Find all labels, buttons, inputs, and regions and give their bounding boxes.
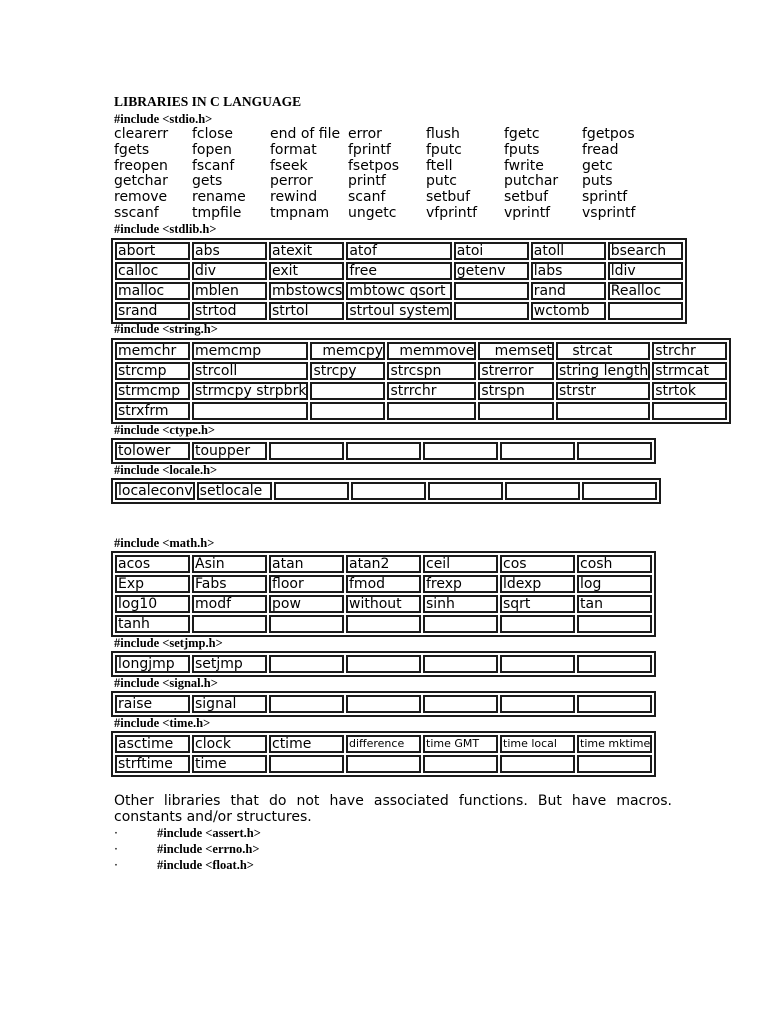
function-name: tmpfile	[192, 204, 242, 221]
function-cell: malloc	[115, 282, 190, 300]
table-row	[115, 575, 652, 593]
function-name: vsprintf	[582, 204, 636, 221]
function-cell	[269, 442, 344, 460]
function-name: vfprintf	[426, 204, 478, 221]
function-cell: strtol	[269, 302, 344, 320]
function-cell: wctomb	[531, 302, 606, 320]
function-cell: raise	[115, 695, 190, 713]
function-cell: mbtowc qsort	[346, 282, 451, 300]
function-cell: sqrt	[500, 595, 575, 613]
function-cell: ldexp	[500, 575, 575, 593]
function-cell: cos	[500, 555, 575, 573]
function-cell	[505, 482, 580, 500]
function-cell: fmod	[346, 575, 421, 593]
function-name: sscanf	[114, 204, 159, 221]
function-name: rewind	[270, 189, 318, 206]
section-header-string: #include <string.h>	[114, 322, 218, 336]
function-cell: time GMT	[423, 735, 498, 753]
function-cell	[423, 615, 498, 633]
bullet-mark: ·	[114, 857, 118, 872]
function-cell: difference	[346, 735, 421, 753]
function-cell: ldiv	[608, 262, 683, 280]
function-name: puts	[582, 173, 613, 190]
setjmp-function-table	[111, 651, 656, 677]
function-cell: localeconv	[115, 482, 195, 500]
function-cell: atoll	[531, 242, 606, 260]
function-cell	[310, 402, 385, 420]
table-row	[115, 735, 652, 753]
function-name: putc	[426, 173, 457, 190]
table-row	[115, 262, 683, 280]
function-name: flush	[426, 126, 460, 142]
function-name: fclose	[192, 126, 233, 142]
function-cell: strmcat	[652, 362, 727, 380]
bullet-item	[114, 825, 261, 841]
function-name: ungetc	[348, 204, 397, 221]
section-header-math: #include <math.h>	[114, 536, 215, 550]
table-row	[115, 282, 683, 300]
table-row	[115, 362, 727, 380]
table-row	[115, 555, 652, 573]
function-cell: atof	[346, 242, 451, 260]
function-name: fputc	[426, 141, 462, 158]
function-cell: strxfrm	[115, 402, 190, 420]
function-name: format	[270, 141, 317, 158]
function-cell: div	[192, 262, 267, 280]
function-name: fsetpos	[348, 157, 400, 174]
function-name: freopen	[114, 157, 168, 174]
function-cell	[428, 482, 503, 500]
function-cell: Realloc	[608, 282, 683, 300]
table-row	[115, 342, 727, 360]
table-row	[115, 615, 652, 633]
function-cell: Fabs	[192, 575, 267, 593]
function-cell: strerror	[478, 362, 554, 380]
function-name: scanf	[348, 189, 386, 206]
function-cell: atexit	[269, 242, 344, 260]
function-cell: floor	[269, 575, 344, 593]
table-row	[115, 755, 652, 773]
table-row	[115, 442, 652, 460]
stdio-function-list	[114, 127, 674, 222]
function-name: fprintf	[348, 141, 391, 158]
function-name: clearerr	[114, 126, 169, 142]
section-header-time: #include <time.h>	[114, 716, 211, 730]
section-header-signal: #include <signal.h>	[114, 676, 218, 690]
function-cell: memmove	[387, 342, 476, 360]
function-name: fread	[582, 141, 619, 158]
function-cell	[556, 402, 650, 420]
function-cell: longjmp	[115, 655, 190, 673]
function-name: gets	[192, 173, 223, 190]
function-cell: string length	[556, 362, 650, 380]
math-function-table	[111, 551, 656, 637]
function-cell: strtok	[652, 382, 727, 400]
function-cell: getenv	[454, 262, 529, 280]
function-cell: strtoul system	[346, 302, 451, 320]
function-cell: tolower	[115, 442, 190, 460]
function-cell	[582, 482, 657, 500]
function-cell: mbstowcs	[269, 282, 344, 300]
function-cell: rand	[531, 282, 606, 300]
bullet-mark: ·	[114, 825, 118, 840]
function-name: error	[348, 126, 382, 142]
function-cell	[454, 302, 529, 320]
function-name: ftell	[426, 157, 453, 174]
function-cell	[269, 615, 344, 633]
function-cell	[346, 695, 421, 713]
function-cell	[274, 482, 349, 500]
function-cell: setjmp	[192, 655, 267, 673]
function-cell	[423, 655, 498, 673]
function-cell: without	[346, 595, 421, 613]
function-cell: atan2	[346, 555, 421, 573]
function-cell: Exp	[115, 575, 190, 593]
bullet-item	[114, 857, 254, 873]
function-cell: time	[192, 755, 267, 773]
function-cell: bsearch	[608, 242, 683, 260]
ctype-function-table	[111, 438, 656, 464]
table-row	[115, 242, 683, 260]
function-cell	[577, 442, 652, 460]
function-cell	[577, 695, 652, 713]
bullet-mark: ·	[114, 841, 118, 856]
function-cell: sinh	[423, 595, 498, 613]
function-cell: srand	[115, 302, 190, 320]
function-cell: strcspn	[387, 362, 476, 380]
bullet-text: #include <assert.h>	[157, 826, 261, 840]
function-cell: tan	[577, 595, 652, 613]
function-cell: strcoll	[192, 362, 308, 380]
function-cell: strftime	[115, 755, 190, 773]
document-title: LIBRARIES IN C LANGUAGE	[114, 94, 302, 109]
function-name: fgetpos	[582, 126, 635, 142]
string-function-table	[111, 338, 731, 424]
bullet-text: #include <errno.h>	[157, 842, 260, 856]
function-name: getc	[582, 157, 613, 174]
section-header-setjmp: #include <setjmp.h>	[114, 636, 223, 650]
table-row	[115, 482, 657, 500]
function-cell: time mktime	[577, 735, 652, 753]
function-name: setbuf	[426, 189, 471, 206]
bullet-text: #include <float.h>	[157, 858, 254, 872]
function-cell	[423, 755, 498, 773]
table-row	[115, 655, 652, 673]
function-cell: strcmp	[115, 362, 190, 380]
function-name: fscanf	[192, 157, 235, 174]
function-cell	[269, 655, 344, 673]
function-cell: memchr	[115, 342, 190, 360]
table-row	[115, 402, 727, 420]
function-cell	[500, 442, 575, 460]
function-cell: strcpy	[310, 362, 385, 380]
function-cell: toupper	[192, 442, 267, 460]
section-header-stdio: #include <stdio.h>	[114, 112, 213, 126]
function-cell: modf	[192, 595, 267, 613]
function-cell	[192, 615, 267, 633]
bullet-item	[114, 841, 259, 857]
function-cell	[192, 402, 308, 420]
function-cell: memcmp	[192, 342, 308, 360]
function-cell	[652, 402, 727, 420]
function-cell	[577, 755, 652, 773]
function-cell: free	[346, 262, 451, 280]
function-cell	[608, 302, 683, 320]
function-cell	[346, 615, 421, 633]
function-cell	[346, 655, 421, 673]
function-cell: pow	[269, 595, 344, 613]
function-cell: strspn	[478, 382, 554, 400]
function-cell	[269, 755, 344, 773]
function-name: sprintf	[582, 189, 628, 206]
function-cell: strstr	[556, 382, 650, 400]
function-cell	[387, 402, 476, 420]
function-name: setbuf	[504, 189, 549, 206]
function-cell: ceil	[423, 555, 498, 573]
function-cell: memcpy	[310, 342, 385, 360]
function-cell	[310, 382, 385, 400]
function-name: perror	[270, 173, 313, 190]
section-header-stdlib: #include <stdlib.h>	[114, 222, 217, 236]
section-header-ctype: #include <ctype.h>	[114, 423, 216, 437]
function-cell	[478, 402, 554, 420]
function-cell: atan	[269, 555, 344, 573]
function-cell: clock	[192, 735, 267, 753]
function-cell: abort	[115, 242, 190, 260]
function-cell	[346, 442, 421, 460]
function-cell: log10	[115, 595, 190, 613]
function-cell: setlocale	[197, 482, 272, 500]
function-cell: atoi	[454, 242, 529, 260]
function-cell	[423, 442, 498, 460]
function-cell: exit	[269, 262, 344, 280]
function-cell	[500, 755, 575, 773]
table-row	[115, 595, 652, 613]
function-cell: log	[577, 575, 652, 593]
function-cell: mblen	[192, 282, 267, 300]
function-cell: frexp	[423, 575, 498, 593]
function-cell: strchr	[652, 342, 727, 360]
function-name: vprintf	[504, 204, 551, 221]
function-cell	[454, 282, 529, 300]
function-cell: Asin	[192, 555, 267, 573]
function-name: rename	[192, 189, 246, 206]
function-cell: ctime	[269, 735, 344, 753]
function-cell: tanh	[115, 615, 190, 633]
function-cell: cosh	[577, 555, 652, 573]
time-function-table	[111, 731, 656, 777]
function-cell: asctime	[115, 735, 190, 753]
function-name: remove	[114, 189, 168, 206]
other-libraries-note: Other libraries that do not have associated functions. But have macros. constants and/or structures.	[114, 793, 672, 825]
function-cell: strmcmp	[115, 382, 190, 400]
function-name: fopen	[192, 141, 232, 158]
table-row	[115, 695, 652, 713]
function-cell	[269, 695, 344, 713]
function-name: printf	[348, 173, 386, 190]
function-cell: memset	[478, 342, 554, 360]
function-cell: signal	[192, 695, 267, 713]
function-name: tmpnam	[270, 204, 330, 221]
signal-function-table	[111, 691, 656, 717]
function-cell	[346, 755, 421, 773]
function-cell: calloc	[115, 262, 190, 280]
function-cell	[577, 655, 652, 673]
table-row	[115, 382, 727, 400]
function-name: fseek	[270, 157, 308, 174]
function-name: putchar	[504, 173, 559, 190]
function-name: fgets	[114, 141, 150, 158]
section-header-locale: #include <locale.h>	[114, 463, 218, 477]
function-cell: time local	[500, 735, 575, 753]
function-name: fgetc	[504, 126, 540, 142]
function-name: getchar	[114, 173, 168, 190]
function-cell: strmcpy strpbrk	[192, 382, 308, 400]
function-cell: strcat	[556, 342, 650, 360]
function-name: fputs	[504, 141, 540, 158]
function-cell	[500, 615, 575, 633]
function-cell	[500, 695, 575, 713]
function-cell: abs	[192, 242, 267, 260]
table-row	[115, 302, 683, 320]
stdlib-function-table	[111, 238, 687, 324]
function-cell	[500, 655, 575, 673]
locale-function-table	[111, 478, 661, 504]
function-cell	[423, 695, 498, 713]
function-cell: acos	[115, 555, 190, 573]
function-cell	[577, 615, 652, 633]
function-cell: strrchr	[387, 382, 476, 400]
function-cell: labs	[531, 262, 606, 280]
function-name: end of file	[270, 126, 341, 142]
function-cell	[351, 482, 426, 500]
function-name: fwrite	[504, 157, 544, 174]
function-cell: strtod	[192, 302, 267, 320]
